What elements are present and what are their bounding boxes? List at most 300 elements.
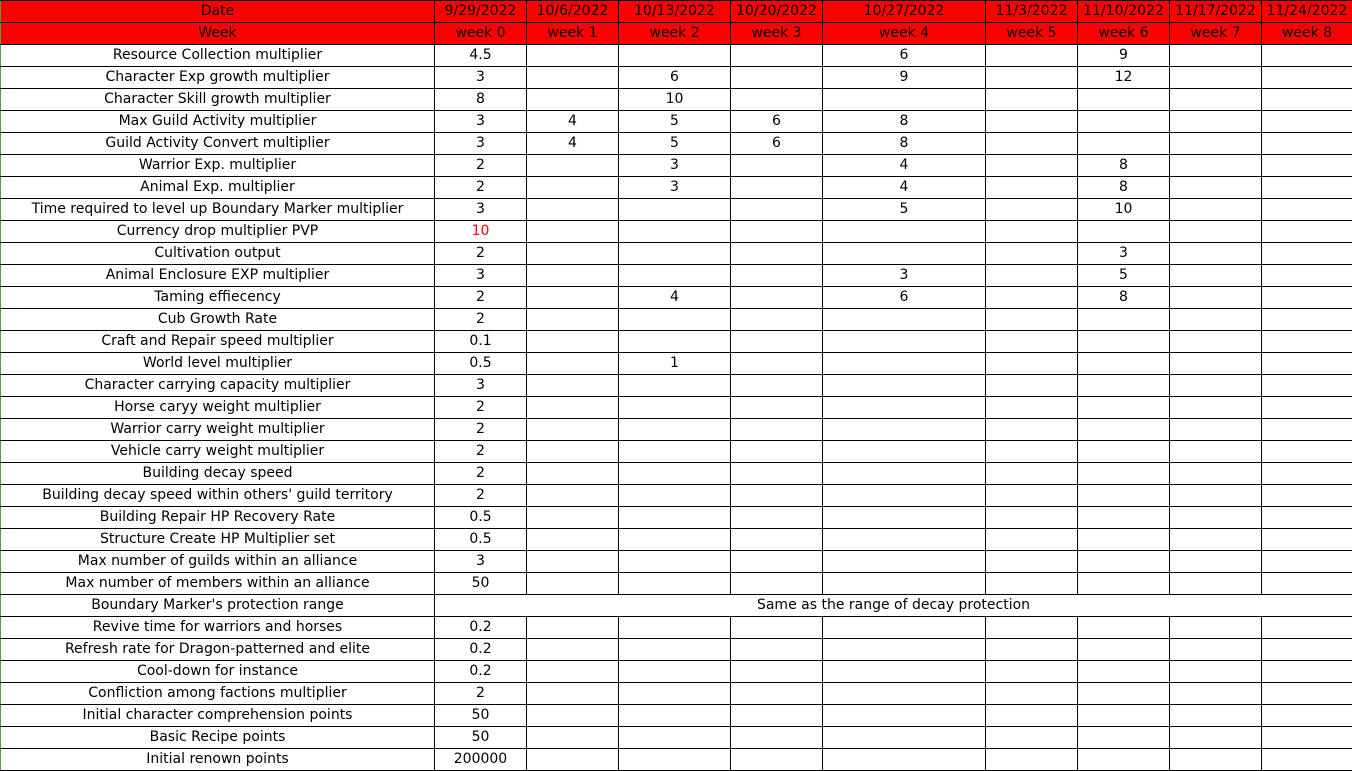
- value-cell[interactable]: [527, 397, 619, 419]
- value-cell[interactable]: 2: [435, 419, 527, 441]
- value-cell[interactable]: [731, 441, 823, 463]
- value-cell[interactable]: [1170, 243, 1262, 265]
- value-cell[interactable]: 10: [1078, 199, 1170, 221]
- row-label-cell[interactable]: Character Exp growth multiplier: [1, 67, 435, 89]
- value-cell[interactable]: [823, 705, 986, 727]
- value-cell[interactable]: [1078, 551, 1170, 573]
- row-label-cell[interactable]: Revive time for warriors and horses: [1, 617, 435, 639]
- value-cell[interactable]: 2: [435, 463, 527, 485]
- value-cell[interactable]: [1078, 749, 1170, 771]
- value-cell[interactable]: [1170, 353, 1262, 375]
- value-cell[interactable]: 2: [435, 441, 527, 463]
- value-cell[interactable]: [1170, 551, 1262, 573]
- value-cell[interactable]: [986, 639, 1078, 661]
- value-cell[interactable]: 2: [435, 485, 527, 507]
- value-cell[interactable]: [1262, 67, 1352, 89]
- value-cell[interactable]: 50: [435, 573, 527, 595]
- value-cell[interactable]: [1262, 89, 1352, 111]
- value-cell[interactable]: [1262, 177, 1352, 199]
- value-cell[interactable]: [527, 485, 619, 507]
- value-cell[interactable]: [986, 309, 1078, 331]
- value-cell[interactable]: 2: [435, 155, 527, 177]
- value-cell[interactable]: [1170, 727, 1262, 749]
- value-cell[interactable]: [731, 221, 823, 243]
- value-cell[interactable]: [1078, 397, 1170, 419]
- row-label-cell[interactable]: Initial character comprehension points: [1, 705, 435, 727]
- value-cell[interactable]: [619, 573, 731, 595]
- value-cell[interactable]: [1170, 573, 1262, 595]
- value-cell[interactable]: [986, 617, 1078, 639]
- value-cell[interactable]: [1262, 309, 1352, 331]
- value-cell[interactable]: [527, 199, 619, 221]
- value-cell[interactable]: 4: [527, 133, 619, 155]
- value-cell[interactable]: [986, 507, 1078, 529]
- value-cell[interactable]: [986, 331, 1078, 353]
- row-label-cell[interactable]: Boundary Marker's protection range: [1, 595, 435, 617]
- week-header-cell[interactable]: week 4: [823, 23, 986, 45]
- value-cell[interactable]: [1078, 683, 1170, 705]
- value-cell[interactable]: 8: [1078, 287, 1170, 309]
- row-label-cell[interactable]: Max Guild Activity multiplier: [1, 111, 435, 133]
- value-cell[interactable]: [731, 331, 823, 353]
- value-cell[interactable]: 3: [619, 177, 731, 199]
- value-cell[interactable]: [1078, 485, 1170, 507]
- row-label-cell[interactable]: Confliction among factions multiplier: [1, 683, 435, 705]
- value-cell[interactable]: [619, 309, 731, 331]
- value-cell[interactable]: [1078, 89, 1170, 111]
- value-cell[interactable]: 0.2: [435, 661, 527, 683]
- value-cell[interactable]: [986, 485, 1078, 507]
- value-cell[interactable]: [527, 221, 619, 243]
- value-cell[interactable]: [1262, 243, 1352, 265]
- row-label-cell[interactable]: Building Repair HP Recovery Rate: [1, 507, 435, 529]
- value-cell[interactable]: [1262, 661, 1352, 683]
- value-cell[interactable]: [619, 683, 731, 705]
- date-header-cell[interactable]: 11/3/2022: [986, 1, 1078, 23]
- value-cell[interactable]: [731, 243, 823, 265]
- week-header-cell[interactable]: week 6: [1078, 23, 1170, 45]
- row-label-cell[interactable]: Time required to level up Boundary Marker multiplier: [1, 199, 435, 221]
- value-cell[interactable]: 2: [435, 397, 527, 419]
- value-cell[interactable]: [731, 485, 823, 507]
- value-cell[interactable]: 3: [435, 111, 527, 133]
- value-cell[interactable]: [1262, 111, 1352, 133]
- value-cell[interactable]: [1078, 419, 1170, 441]
- value-cell[interactable]: 9: [1078, 45, 1170, 67]
- value-cell[interactable]: [823, 507, 986, 529]
- value-cell[interactable]: [986, 177, 1078, 199]
- value-cell[interactable]: [619, 419, 731, 441]
- value-cell[interactable]: [986, 287, 1078, 309]
- value-cell[interactable]: [986, 111, 1078, 133]
- value-cell[interactable]: [527, 155, 619, 177]
- value-cell[interactable]: [527, 683, 619, 705]
- value-cell[interactable]: [527, 265, 619, 287]
- value-cell[interactable]: [823, 375, 986, 397]
- row-label-cell[interactable]: Max number of guilds within an alliance: [1, 551, 435, 573]
- week-header-cell[interactable]: week 8: [1262, 23, 1352, 45]
- row-label-cell[interactable]: Building decay speed within others' guild territory: [1, 485, 435, 507]
- row-label-cell[interactable]: Cool-down for instance: [1, 661, 435, 683]
- date-header-cell[interactable]: 10/20/2022: [731, 1, 823, 23]
- value-cell[interactable]: [1170, 133, 1262, 155]
- value-cell[interactable]: [619, 441, 731, 463]
- value-cell[interactable]: [527, 89, 619, 111]
- value-cell[interactable]: [527, 705, 619, 727]
- value-cell[interactable]: 8: [823, 111, 986, 133]
- value-cell[interactable]: [1262, 265, 1352, 287]
- value-cell[interactable]: [527, 463, 619, 485]
- week-header-cell[interactable]: week 0: [435, 23, 527, 45]
- value-cell[interactable]: [1262, 199, 1352, 221]
- value-cell[interactable]: [619, 375, 731, 397]
- row-label-cell[interactable]: Building decay speed: [1, 463, 435, 485]
- row-label-cell[interactable]: Resource Collection multiplier: [1, 45, 435, 67]
- value-cell[interactable]: 0.2: [435, 639, 527, 661]
- value-cell[interactable]: 2: [435, 683, 527, 705]
- week-header-cell[interactable]: week 5: [986, 23, 1078, 45]
- value-cell[interactable]: [823, 551, 986, 573]
- value-cell[interactable]: 50: [435, 705, 527, 727]
- value-cell[interactable]: [823, 397, 986, 419]
- value-cell[interactable]: 8: [823, 133, 986, 155]
- value-cell[interactable]: [527, 287, 619, 309]
- value-cell[interactable]: 2: [435, 309, 527, 331]
- row-label-cell[interactable]: Basic Recipe points: [1, 727, 435, 749]
- value-cell[interactable]: 4: [823, 177, 986, 199]
- value-cell[interactable]: [731, 375, 823, 397]
- value-cell[interactable]: [1170, 265, 1262, 287]
- value-cell[interactable]: [527, 309, 619, 331]
- value-cell[interactable]: [986, 243, 1078, 265]
- value-cell[interactable]: [1262, 375, 1352, 397]
- value-cell[interactable]: [527, 45, 619, 67]
- value-cell[interactable]: [619, 265, 731, 287]
- value-cell[interactable]: [986, 45, 1078, 67]
- value-cell[interactable]: 4: [619, 287, 731, 309]
- value-cell[interactable]: [527, 177, 619, 199]
- value-cell[interactable]: [731, 353, 823, 375]
- value-cell[interactable]: 3: [435, 199, 527, 221]
- value-cell[interactable]: [1170, 661, 1262, 683]
- value-cell[interactable]: [986, 463, 1078, 485]
- value-cell[interactable]: [731, 177, 823, 199]
- value-cell[interactable]: [731, 199, 823, 221]
- value-cell[interactable]: [619, 727, 731, 749]
- value-cell[interactable]: [986, 749, 1078, 771]
- value-cell[interactable]: 12: [1078, 67, 1170, 89]
- value-cell[interactable]: [731, 639, 823, 661]
- value-cell[interactable]: [731, 573, 823, 595]
- value-cell[interactable]: [619, 639, 731, 661]
- value-cell[interactable]: [527, 331, 619, 353]
- value-cell[interactable]: [986, 705, 1078, 727]
- value-cell[interactable]: [823, 573, 986, 595]
- value-cell[interactable]: [1262, 485, 1352, 507]
- value-cell[interactable]: [527, 243, 619, 265]
- value-cell[interactable]: [1078, 353, 1170, 375]
- value-cell[interactable]: 6: [731, 133, 823, 155]
- value-cell[interactable]: [619, 507, 731, 529]
- value-cell[interactable]: [1078, 331, 1170, 353]
- value-cell[interactable]: [527, 375, 619, 397]
- value-cell[interactable]: [1078, 617, 1170, 639]
- value-cell[interactable]: [619, 661, 731, 683]
- week-header-cell[interactable]: week 7: [1170, 23, 1262, 45]
- value-cell[interactable]: [1170, 199, 1262, 221]
- value-cell[interactable]: 4: [823, 155, 986, 177]
- value-cell[interactable]: [731, 507, 823, 529]
- value-cell[interactable]: 3: [435, 67, 527, 89]
- value-cell[interactable]: [986, 551, 1078, 573]
- value-cell[interactable]: [1262, 727, 1352, 749]
- value-cell[interactable]: 2: [435, 243, 527, 265]
- value-cell[interactable]: 3: [823, 265, 986, 287]
- value-cell[interactable]: 4.5: [435, 45, 527, 67]
- row-label-cell[interactable]: Cub Growth Rate: [1, 309, 435, 331]
- value-cell[interactable]: [1262, 749, 1352, 771]
- value-cell[interactable]: [823, 529, 986, 551]
- value-cell[interactable]: [986, 683, 1078, 705]
- value-cell[interactable]: [1170, 67, 1262, 89]
- value-cell[interactable]: 10: [435, 221, 527, 243]
- value-cell[interactable]: [1262, 287, 1352, 309]
- row-label-cell[interactable]: Taming effiecency: [1, 287, 435, 309]
- value-cell[interactable]: [986, 89, 1078, 111]
- value-cell[interactable]: [823, 331, 986, 353]
- value-cell[interactable]: 3: [435, 551, 527, 573]
- date-header-cell[interactable]: 11/17/2022: [1170, 1, 1262, 23]
- value-cell[interactable]: [1170, 397, 1262, 419]
- value-cell[interactable]: [731, 705, 823, 727]
- row-label-cell[interactable]: Animal Exp. multiplier: [1, 177, 435, 199]
- value-cell[interactable]: [1078, 507, 1170, 529]
- week-header-label[interactable]: Week: [1, 23, 435, 45]
- value-cell[interactable]: [619, 485, 731, 507]
- value-cell[interactable]: [823, 485, 986, 507]
- value-cell[interactable]: 4: [527, 111, 619, 133]
- date-header-cell[interactable]: 10/27/2022: [823, 1, 986, 23]
- value-cell[interactable]: [527, 353, 619, 375]
- value-cell[interactable]: [823, 243, 986, 265]
- value-cell[interactable]: [823, 639, 986, 661]
- value-cell[interactable]: 3: [435, 265, 527, 287]
- value-cell[interactable]: [1170, 463, 1262, 485]
- value-cell[interactable]: [1078, 639, 1170, 661]
- value-cell[interactable]: [1262, 155, 1352, 177]
- value-cell[interactable]: [731, 551, 823, 573]
- value-cell[interactable]: [1170, 111, 1262, 133]
- value-cell[interactable]: [986, 67, 1078, 89]
- value-cell[interactable]: [619, 221, 731, 243]
- value-cell[interactable]: 5: [619, 111, 731, 133]
- value-cell[interactable]: [731, 727, 823, 749]
- value-cell[interactable]: [731, 463, 823, 485]
- value-cell[interactable]: 3: [435, 375, 527, 397]
- value-cell[interactable]: [619, 749, 731, 771]
- value-cell[interactable]: [1262, 441, 1352, 463]
- value-cell[interactable]: [823, 683, 986, 705]
- value-cell[interactable]: [731, 265, 823, 287]
- value-cell[interactable]: [1262, 221, 1352, 243]
- row-label-cell[interactable]: Vehicle carry weight multiplier: [1, 441, 435, 463]
- value-cell[interactable]: [1078, 375, 1170, 397]
- date-header-cell[interactable]: 11/24/2022: [1262, 1, 1352, 23]
- row-label-cell[interactable]: Initial renown points: [1, 749, 435, 771]
- value-cell[interactable]: 0.5: [435, 353, 527, 375]
- value-cell[interactable]: [1170, 639, 1262, 661]
- value-cell[interactable]: [823, 309, 986, 331]
- value-cell[interactable]: [1078, 529, 1170, 551]
- value-cell[interactable]: [1170, 705, 1262, 727]
- value-cell[interactable]: [986, 529, 1078, 551]
- value-cell[interactable]: [823, 221, 986, 243]
- value-cell[interactable]: [823, 441, 986, 463]
- value-cell[interactable]: [1262, 573, 1352, 595]
- value-cell[interactable]: [731, 67, 823, 89]
- value-cell[interactable]: 6: [619, 67, 731, 89]
- value-cell[interactable]: [1170, 749, 1262, 771]
- value-cell[interactable]: 200000: [435, 749, 527, 771]
- row-label-cell[interactable]: Character carrying capacity multiplier: [1, 375, 435, 397]
- value-cell[interactable]: [619, 463, 731, 485]
- value-cell[interactable]: [527, 67, 619, 89]
- value-cell[interactable]: [1170, 529, 1262, 551]
- date-header-cell[interactable]: 10/6/2022: [527, 1, 619, 23]
- value-cell[interactable]: [1170, 617, 1262, 639]
- value-cell[interactable]: [527, 551, 619, 573]
- value-cell[interactable]: [986, 155, 1078, 177]
- value-cell[interactable]: [731, 309, 823, 331]
- value-cell[interactable]: [619, 331, 731, 353]
- value-cell[interactable]: [986, 727, 1078, 749]
- week-header-cell[interactable]: week 1: [527, 23, 619, 45]
- value-cell[interactable]: [1078, 441, 1170, 463]
- merged-value-cell[interactable]: Same as the range of decay protection: [435, 595, 1352, 617]
- value-cell[interactable]: 0.1: [435, 331, 527, 353]
- row-label-cell[interactable]: World level multiplier: [1, 353, 435, 375]
- row-label-cell[interactable]: Character Skill growth multiplier: [1, 89, 435, 111]
- value-cell[interactable]: 8: [435, 89, 527, 111]
- value-cell[interactable]: [1262, 617, 1352, 639]
- value-cell[interactable]: [1262, 353, 1352, 375]
- row-label-cell[interactable]: Horse caryy weight multiplier: [1, 397, 435, 419]
- row-label-cell[interactable]: Currency drop multiplier PVP: [1, 221, 435, 243]
- value-cell[interactable]: [823, 617, 986, 639]
- value-cell[interactable]: 0.2: [435, 617, 527, 639]
- value-cell[interactable]: [1078, 221, 1170, 243]
- value-cell[interactable]: [527, 441, 619, 463]
- row-label-cell[interactable]: Max number of members within an alliance: [1, 573, 435, 595]
- value-cell[interactable]: [823, 419, 986, 441]
- value-cell[interactable]: 9: [823, 67, 986, 89]
- date-header-cell[interactable]: 11/10/2022: [1078, 1, 1170, 23]
- value-cell[interactable]: [619, 45, 731, 67]
- value-cell[interactable]: [1078, 309, 1170, 331]
- value-cell[interactable]: 2: [435, 287, 527, 309]
- value-cell[interactable]: [1262, 419, 1352, 441]
- row-label-cell[interactable]: Guild Activity Convert multiplier: [1, 133, 435, 155]
- value-cell[interactable]: [527, 749, 619, 771]
- value-cell[interactable]: [1170, 441, 1262, 463]
- value-cell[interactable]: [986, 199, 1078, 221]
- value-cell[interactable]: [986, 353, 1078, 375]
- row-label-cell[interactable]: Refresh rate for Dragon-patterned and elite: [1, 639, 435, 661]
- value-cell[interactable]: [1262, 639, 1352, 661]
- value-cell[interactable]: [1078, 111, 1170, 133]
- date-header-cell[interactable]: 10/13/2022: [619, 1, 731, 23]
- value-cell[interactable]: [1078, 661, 1170, 683]
- value-cell[interactable]: [1262, 683, 1352, 705]
- value-cell[interactable]: [1262, 133, 1352, 155]
- value-cell[interactable]: [527, 661, 619, 683]
- value-cell[interactable]: [1078, 573, 1170, 595]
- value-cell[interactable]: [1078, 463, 1170, 485]
- value-cell[interactable]: [986, 375, 1078, 397]
- value-cell[interactable]: [731, 529, 823, 551]
- value-cell[interactable]: [619, 705, 731, 727]
- value-cell[interactable]: 5: [1078, 265, 1170, 287]
- value-cell[interactable]: [619, 529, 731, 551]
- value-cell[interactable]: [619, 551, 731, 573]
- value-cell[interactable]: [731, 683, 823, 705]
- value-cell[interactable]: [986, 573, 1078, 595]
- value-cell[interactable]: [823, 749, 986, 771]
- value-cell[interactable]: [1262, 705, 1352, 727]
- value-cell[interactable]: [1170, 683, 1262, 705]
- value-cell[interactable]: [1262, 507, 1352, 529]
- value-cell[interactable]: [823, 727, 986, 749]
- value-cell[interactable]: [731, 287, 823, 309]
- value-cell[interactable]: [527, 617, 619, 639]
- value-cell[interactable]: [1170, 155, 1262, 177]
- value-cell[interactable]: 6: [823, 45, 986, 67]
- value-cell[interactable]: [527, 507, 619, 529]
- value-cell[interactable]: [823, 463, 986, 485]
- value-cell[interactable]: 0.5: [435, 507, 527, 529]
- value-cell[interactable]: [986, 221, 1078, 243]
- value-cell[interactable]: [823, 661, 986, 683]
- value-cell[interactable]: [986, 397, 1078, 419]
- value-cell[interactable]: 8: [1078, 177, 1170, 199]
- value-cell[interactable]: 0.5: [435, 529, 527, 551]
- value-cell[interactable]: [823, 353, 986, 375]
- value-cell[interactable]: [731, 155, 823, 177]
- value-cell[interactable]: [1078, 727, 1170, 749]
- value-cell[interactable]: [986, 133, 1078, 155]
- value-cell[interactable]: [1170, 89, 1262, 111]
- value-cell[interactable]: [986, 441, 1078, 463]
- value-cell[interactable]: 5: [823, 199, 986, 221]
- value-cell[interactable]: [731, 45, 823, 67]
- value-cell[interactable]: [1170, 45, 1262, 67]
- value-cell[interactable]: [1078, 705, 1170, 727]
- value-cell[interactable]: [1262, 529, 1352, 551]
- row-label-cell[interactable]: Craft and Repair speed multiplier: [1, 331, 435, 353]
- row-label-cell[interactable]: Animal Enclosure EXP multiplier: [1, 265, 435, 287]
- value-cell[interactable]: 6: [823, 287, 986, 309]
- value-cell[interactable]: [1170, 287, 1262, 309]
- value-cell[interactable]: [823, 89, 986, 111]
- value-cell[interactable]: [986, 661, 1078, 683]
- value-cell[interactable]: [1262, 463, 1352, 485]
- value-cell[interactable]: [1170, 419, 1262, 441]
- value-cell[interactable]: [619, 397, 731, 419]
- value-cell[interactable]: [1170, 375, 1262, 397]
- value-cell[interactable]: 3: [619, 155, 731, 177]
- value-cell[interactable]: [1262, 397, 1352, 419]
- value-cell[interactable]: 2: [435, 177, 527, 199]
